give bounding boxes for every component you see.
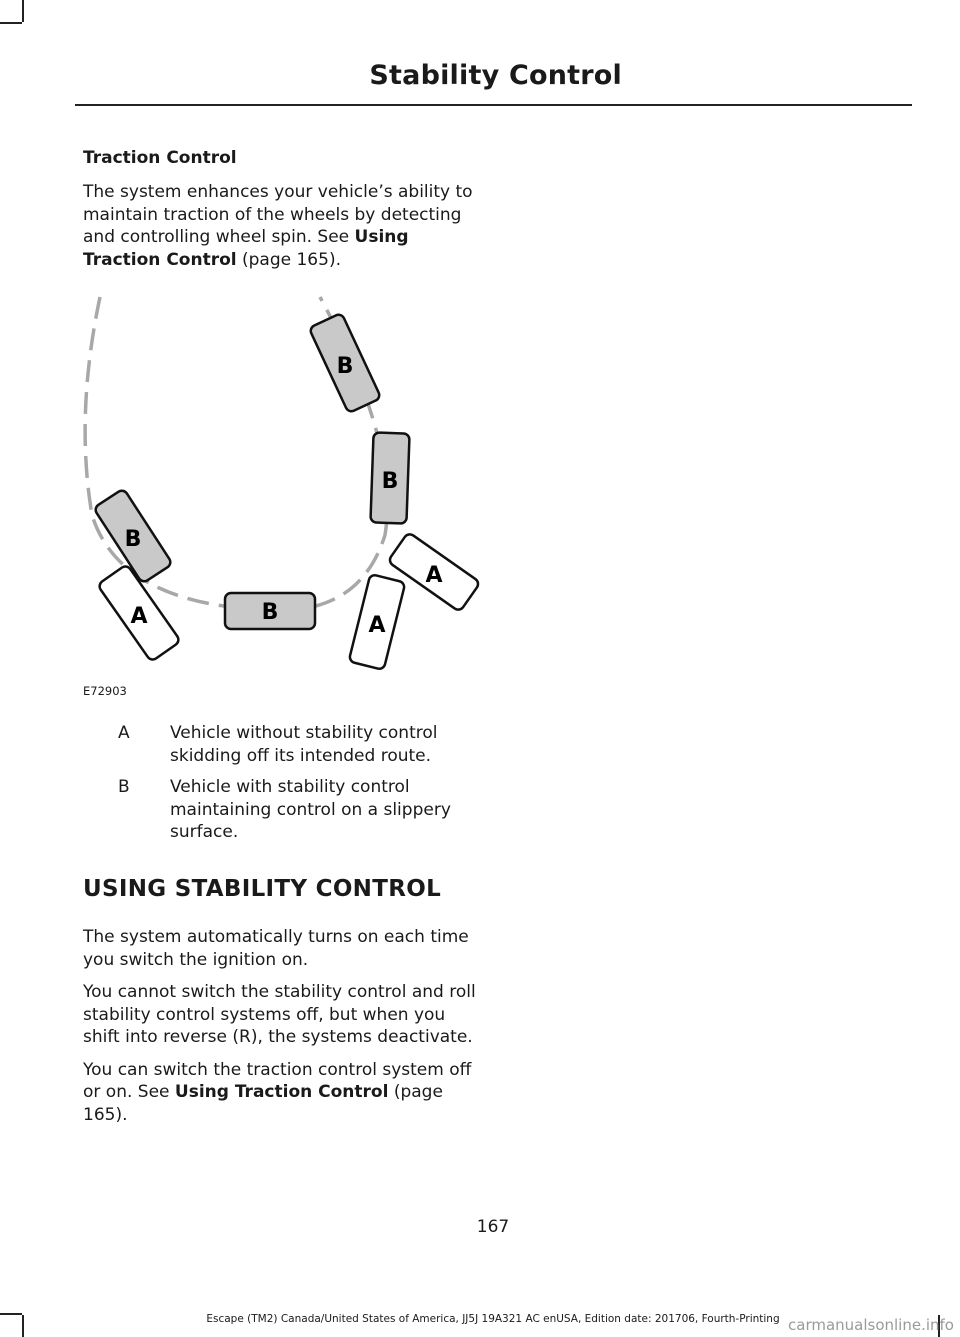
car-label-b: B xyxy=(124,527,142,552)
page-number: 167 xyxy=(476,1217,510,1237)
crop-mark xyxy=(0,22,22,24)
car-label-a: A xyxy=(425,563,443,588)
watermark: carmanualsonline.info xyxy=(788,1316,954,1334)
car-b-left xyxy=(93,488,172,583)
car-label-a: A xyxy=(130,604,148,629)
car-label-a: A xyxy=(368,613,386,638)
using-paragraph-block xyxy=(83,926,483,1126)
car-b-bottom xyxy=(225,593,315,629)
car-label-b: B xyxy=(261,600,279,625)
traction-page-ref: (page 165). xyxy=(236,249,341,270)
car-label-b: B xyxy=(336,354,354,379)
traction-link[interactable]: Using Traction Control xyxy=(83,227,409,270)
figure-id: E72903 xyxy=(83,684,127,698)
page-header-title: Stability Control xyxy=(369,60,622,91)
stability-diagram xyxy=(70,285,490,705)
traction-body-text: The system enhances your vehicle’s ability to maintain traction of the wheels by detecting and controlling wheel spin. See xyxy=(83,182,473,247)
traction-paragraph xyxy=(83,181,483,271)
document-footer: Escape (TM2) Canada/United States of America, JJ5J 19A321 AC enUSA, Edition date: 201706, Fourth-Printing xyxy=(206,1313,780,1325)
crop-mark xyxy=(22,0,24,22)
legend-key: A xyxy=(118,723,130,743)
legend-text: Vehicle with stability control maintaining control on a slippery surface. xyxy=(170,777,451,842)
header-divider xyxy=(75,104,912,106)
using-p3-text: You can switch the traction control system off or on. See xyxy=(83,1059,472,1102)
legend-key: B xyxy=(118,777,130,797)
car-label-b: B xyxy=(381,469,399,494)
traction-link[interactable]: Using Traction Control xyxy=(174,1082,389,1102)
using-p3-ref: (page 165). xyxy=(83,1082,443,1125)
using-paragraph-2: You cannot switch the stability control and roll stability control systems off, but when you shift into reverse (R), the systems deactivate. xyxy=(83,982,476,1047)
car-b-right xyxy=(370,432,409,523)
car-a-bottom xyxy=(349,574,406,670)
traction-paragraph-block xyxy=(83,181,483,271)
section-subheading: Traction Control xyxy=(83,148,237,168)
section-heading: USING STABILITY CONTROL xyxy=(83,876,442,902)
using-paragraph-3 xyxy=(83,1059,483,1127)
using-paragraph-1: The system automatically turns on each time you switch the ignition on. xyxy=(83,927,469,970)
car-b-top xyxy=(309,313,381,413)
legend-text: Vehicle without stability control skidding off its intended route. xyxy=(170,723,438,766)
